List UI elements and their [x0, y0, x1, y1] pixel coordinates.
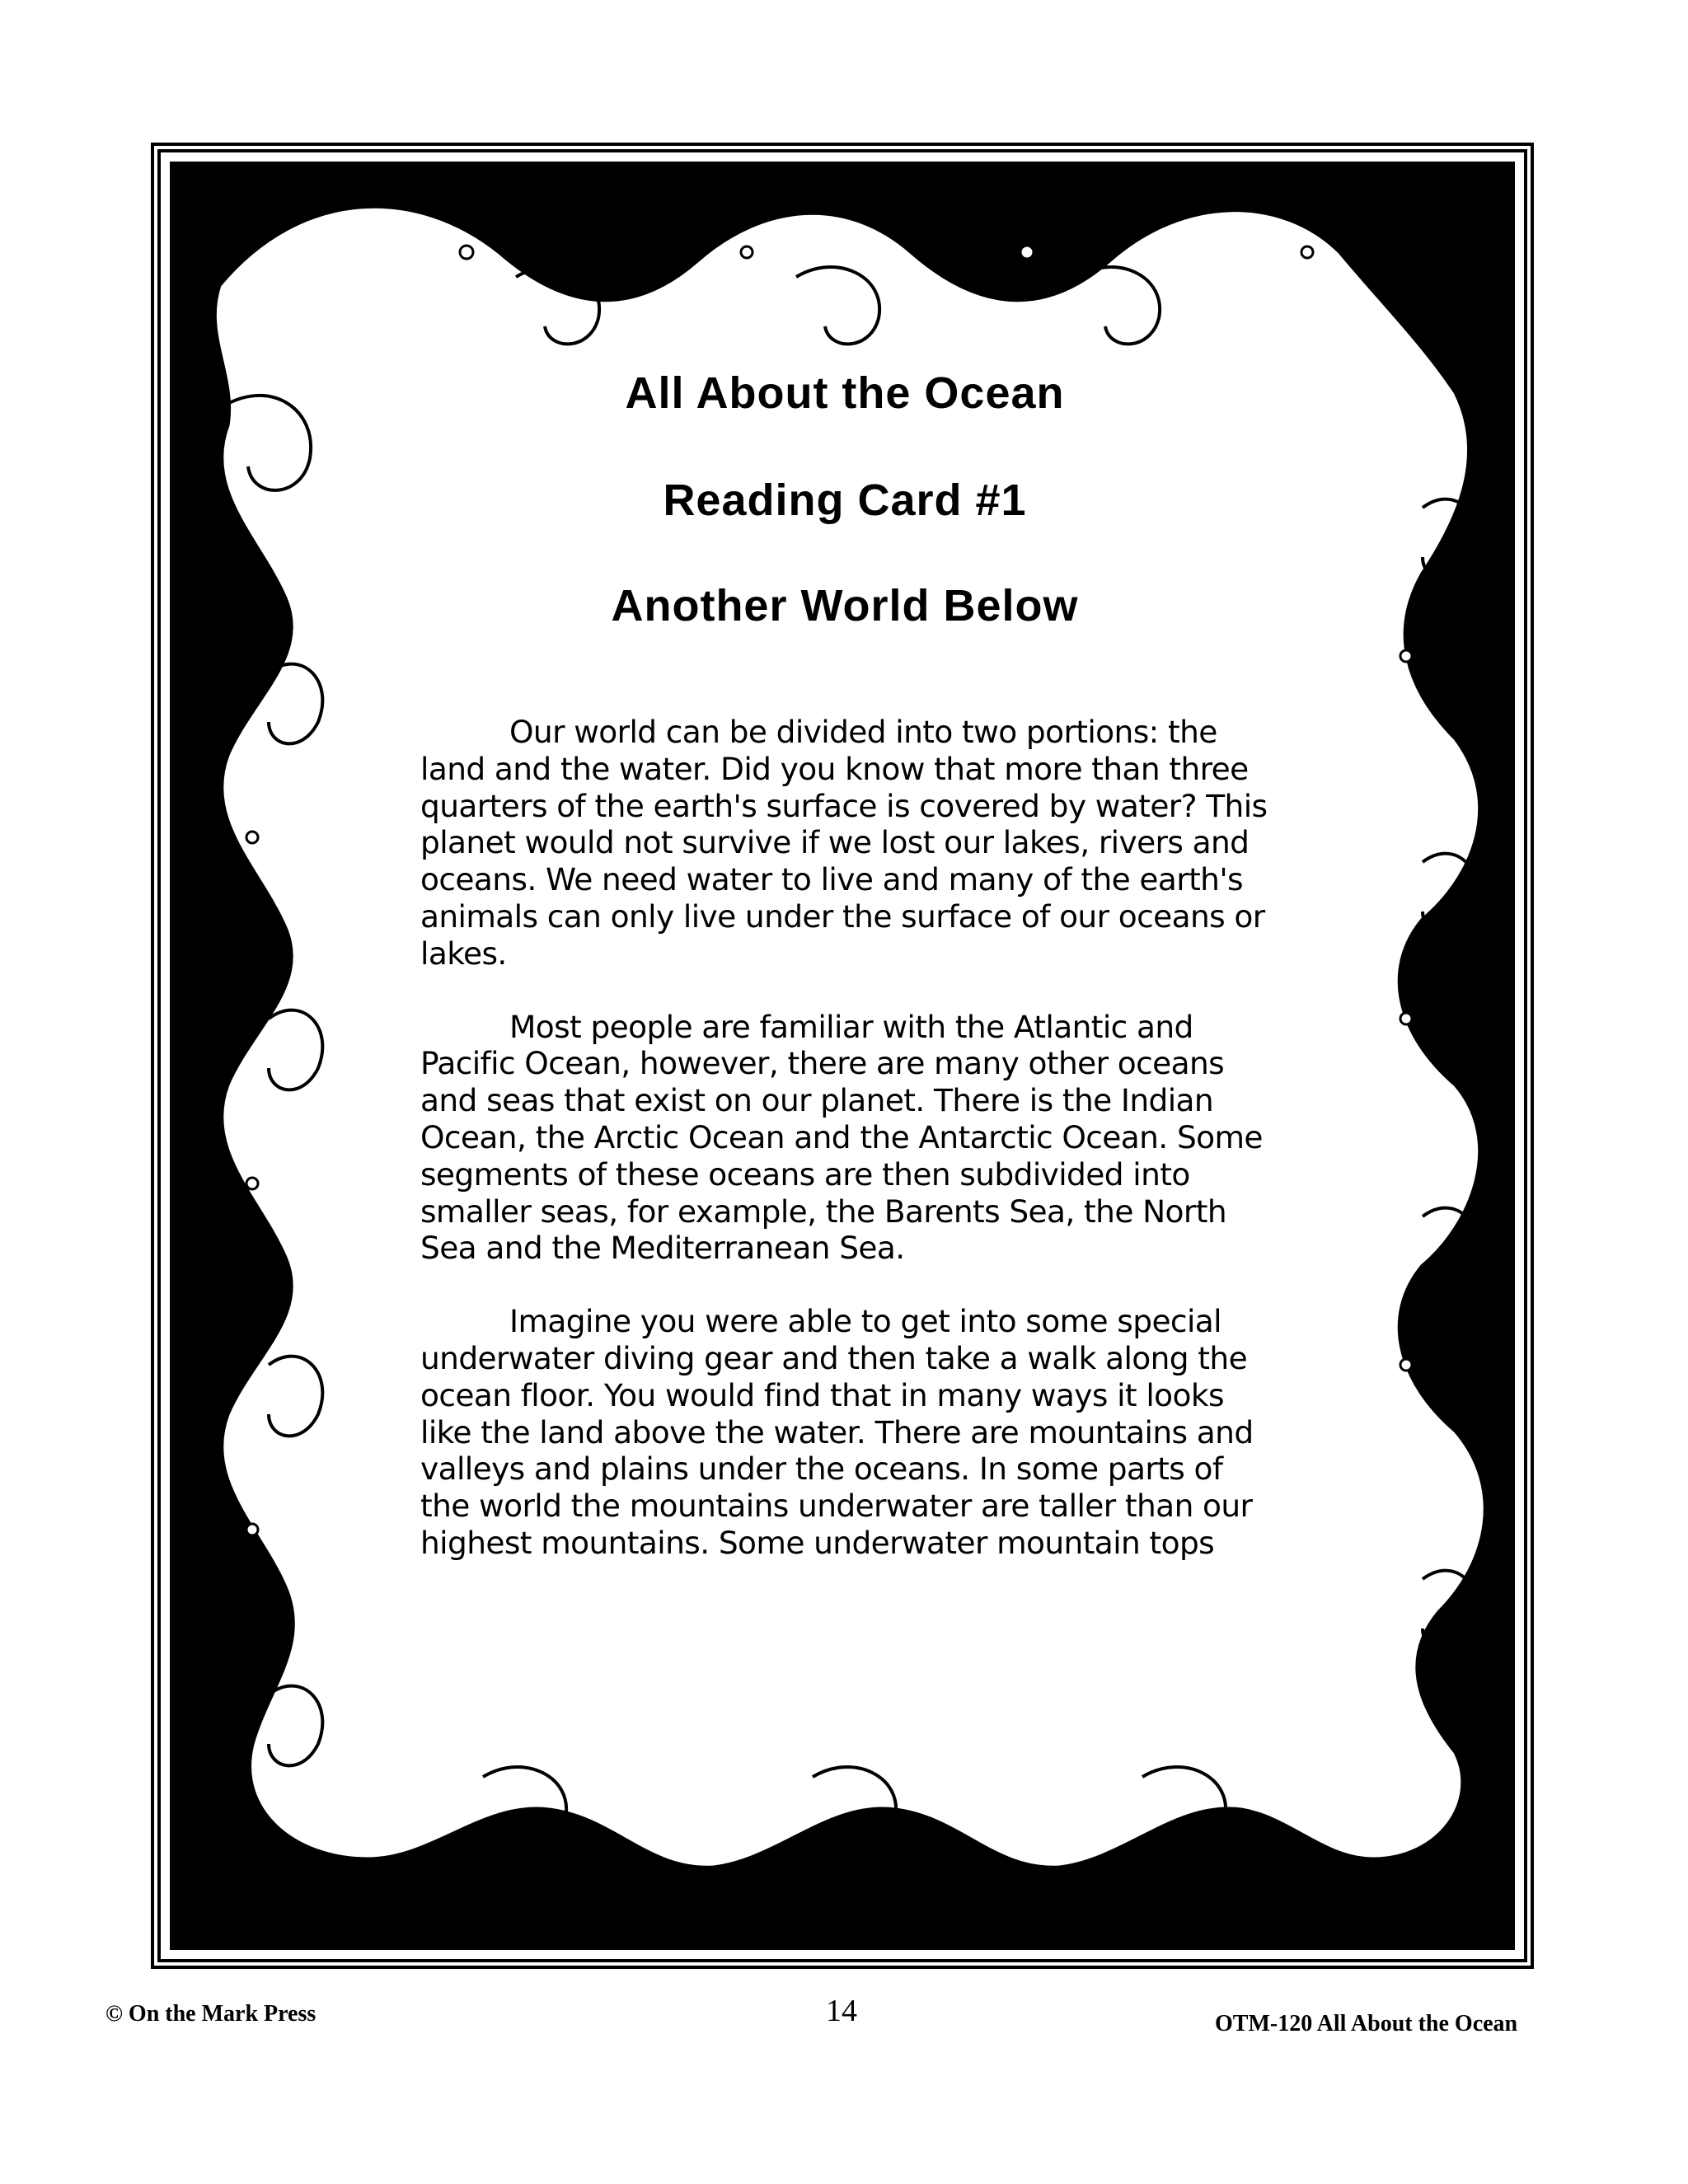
footer-book-code: OTM-120 All About the Ocean	[1215, 2011, 1518, 2036]
footer-copyright: © On the Mark Press	[106, 2001, 316, 2027]
paragraph-2: Most people are familiar with the Atlantic and Pacific Ocean, however, there are many other oceans and seas that exist on our planet. There is the Indian Ocean, the Arctic Ocean and the Antarctic Ocean. Some segments of these oceans are then subdivided into smaller seas, for example, the Barents Sea, the North Sea and the Mediterranean Sea.	[420, 1008, 1263, 1267]
paragraph-3: Imagine you were able to get into some special underwater diving gear and then take a walk along the ocean floor. You would find that in many ways it looks like the land above the water. There are mountains and valleys and plains under the oceans. In some parts of the world the mountains underwater are taller than our highest mountains. Some underwater mountain tops	[420, 1303, 1254, 1561]
card-heading: Another World Below	[611, 581, 1079, 630]
card-title: All About the Ocean	[625, 368, 1065, 418]
paragraph-1: Our world can be divided into two portions: the land and the water. Did you know that more than three quarters of the earth's surface is covered by water? This planet would not survive if we lost our lakes, rivers and oceans. We need water to live and many of the earth's animals can only live under the surface of our oceans or lakes.	[420, 714, 1268, 972]
card-subtitle: Reading Card #1	[663, 476, 1027, 525]
reading-card	[420, 363, 1269, 1562]
page-number: 14	[826, 1994, 857, 2028]
